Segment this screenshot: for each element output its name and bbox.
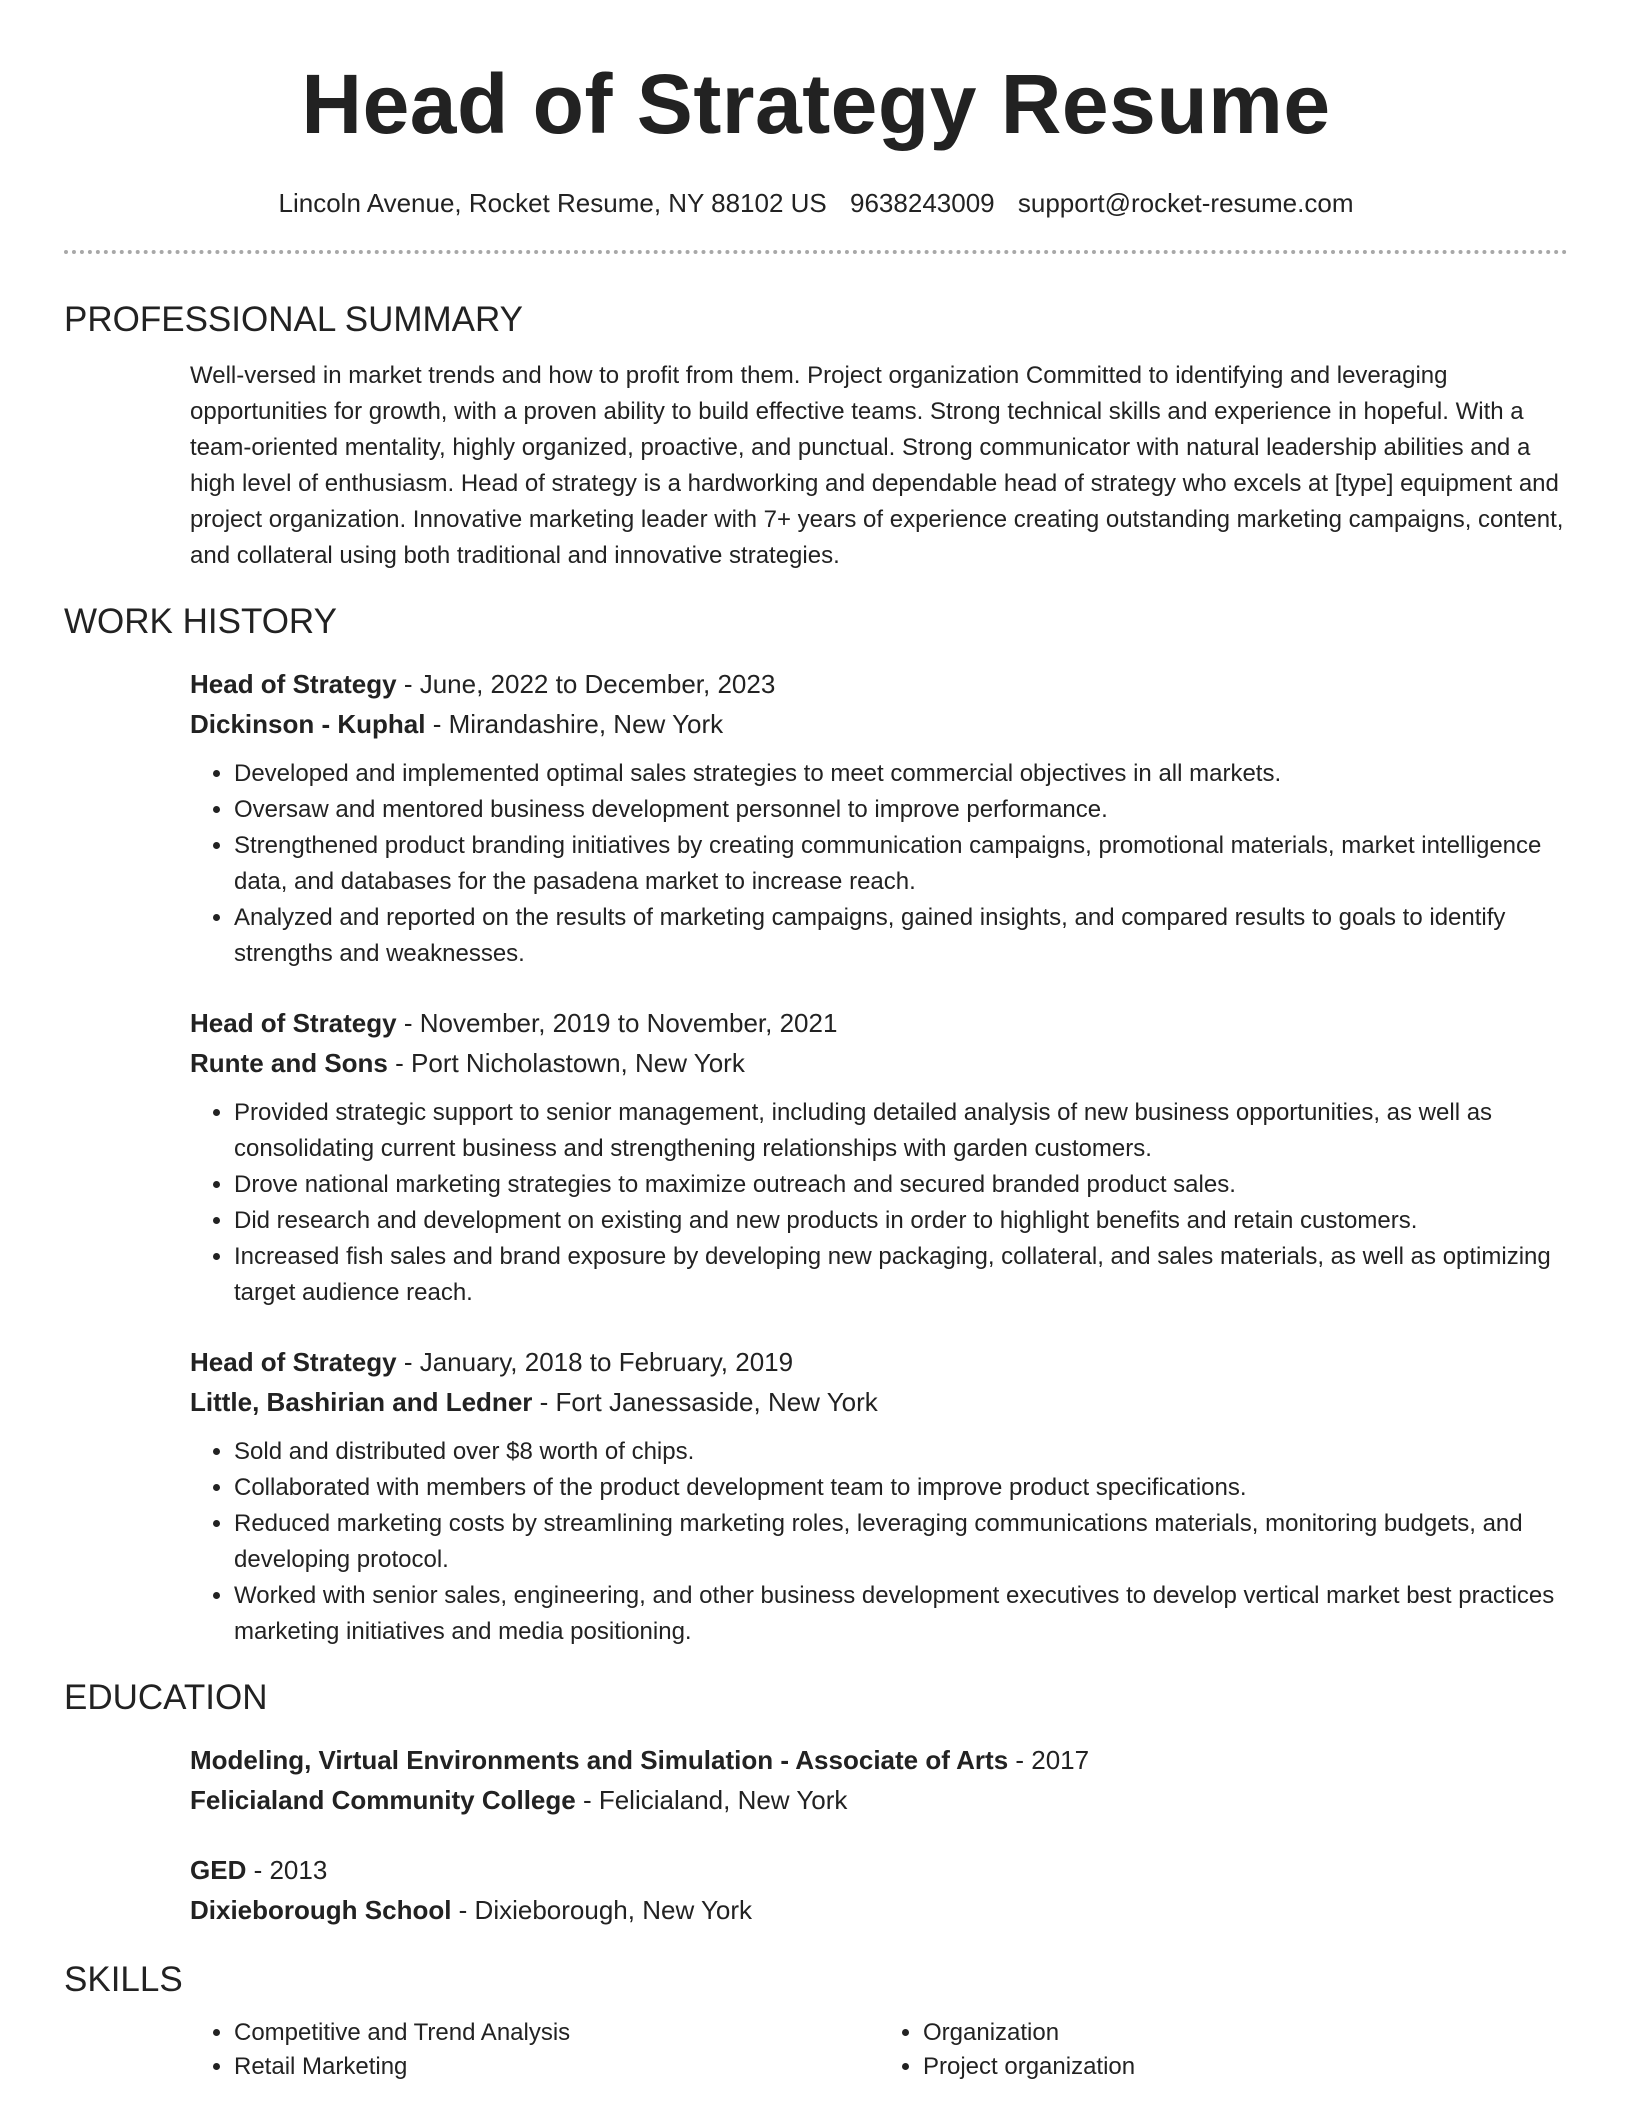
education-location: - Felicialand, New York bbox=[575, 1785, 848, 1815]
contact-email: support@rocket-resume.com bbox=[1017, 188, 1354, 218]
job-entry bbox=[190, 1003, 1568, 1311]
job-bullets bbox=[190, 1095, 1568, 1311]
job-company: Dickinson - Kuphal bbox=[190, 709, 426, 739]
resume-title: Head of Strategy Resume bbox=[301, 57, 1331, 151]
job-dates: - January, 2018 to February, 2019 bbox=[396, 1347, 794, 1377]
job-bullet: • Did research and development on existing and new products in order to highlight benefits and retain customers. bbox=[234, 1203, 1568, 1239]
job-bullet: • Oversaw and mentored business development personnel to improve performance. bbox=[234, 792, 1568, 828]
contact-line bbox=[64, 186, 1568, 220]
education-degree: GED bbox=[190, 1855, 247, 1885]
skill-item: • Competitive and Trend Analysis bbox=[234, 2016, 879, 2050]
contact-address: Lincoln Avenue, Rocket Resume, NY 88102 US bbox=[278, 188, 827, 218]
job-company-line bbox=[190, 704, 1568, 744]
education-heading: EDUCATION bbox=[64, 1678, 268, 1717]
skill-item: • Retail Marketing bbox=[234, 2050, 879, 2084]
work-history-heading: WORK HISTORY bbox=[64, 602, 337, 641]
education-section bbox=[64, 1676, 1568, 1930]
job-entry bbox=[190, 1342, 1568, 1650]
job-bullet: • Drove national marketing strategies to maximize outreach and secured branded product sales. bbox=[234, 1167, 1568, 1203]
job-bullet: • Developed and implemented optimal sales strategies to meet commercial objectives in all markets. bbox=[234, 756, 1568, 792]
skills-heading: SKILLS bbox=[64, 1960, 183, 1999]
header-divider bbox=[64, 250, 1568, 254]
professional-summary-section bbox=[64, 298, 1568, 574]
education-school: Felicialand Community College bbox=[190, 1785, 576, 1815]
contact-phone: 9638243009 bbox=[850, 188, 995, 218]
summary-text: Well-versed in market trends and how to profit from them. Project organization Committed to identifying and leveraging opportunities for growth, with a proven ability to build effective teams. Strong technical skills and experience in hopeful. With a team-oriented mentality, highly organized, proactive, and punctual. Strong communicator with natural leadership abilities and a high level of enthusiasm. Head of strategy is a hardworking and dependable head of strategy who excels at [type] equipment and project organization. Innovative marketing leader with 7+ years of experience creating outstanding marketing campaigns, content, and collateral using both traditional and innovative strategies. bbox=[190, 362, 1564, 569]
summary-heading: PROFESSIONAL SUMMARY bbox=[64, 300, 523, 339]
education-school: Dixieborough School bbox=[190, 1895, 452, 1925]
work-history-section bbox=[64, 600, 1568, 1650]
job-bullet: • Increased fish sales and brand exposure by developing new packaging, collateral, and sales materials, as well as optimizing target audience reach. bbox=[234, 1239, 1568, 1311]
job-bullet: • Strengthened product branding initiatives by creating communication campaigns, promotional materials, market intelligence data, and databases for the pasadena market to increase reach. bbox=[234, 828, 1568, 900]
job-role: Head of Strategy bbox=[190, 1347, 397, 1377]
skills-column-right bbox=[879, 2016, 1568, 2084]
job-bullet: • Provided strategic support to senior management, including detailed analysis of new business opportunities, as well as consolidating current business and strengthening relationships with garden customers. bbox=[234, 1095, 1568, 1167]
skill-item: • Organization bbox=[923, 2016, 1568, 2050]
job-entry bbox=[190, 664, 1568, 972]
education-entry bbox=[190, 1850, 1568, 1930]
education-entry bbox=[190, 1740, 1568, 1820]
skills-column-left bbox=[190, 2016, 879, 2084]
education-location: - Dixieborough, New York bbox=[451, 1895, 753, 1925]
job-company: Little, Bashirian and Ledner bbox=[190, 1387, 533, 1417]
job-bullet: • Worked with senior sales, engineering, and other business development executives to develop vertical market best practices marketing initiatives and media positioning. bbox=[234, 1578, 1568, 1650]
job-title-line bbox=[190, 1003, 1568, 1043]
education-degree-line bbox=[190, 1740, 1568, 1780]
job-company: Runte and Sons bbox=[190, 1048, 388, 1078]
job-company-line bbox=[190, 1043, 1568, 1083]
skill-item: • Project organization bbox=[923, 2050, 1568, 2084]
job-bullets bbox=[190, 756, 1568, 972]
job-dates: - November, 2019 to November, 2021 bbox=[396, 1008, 838, 1038]
job-location: - Mirandashire, New York bbox=[425, 709, 724, 739]
job-role: Head of Strategy bbox=[190, 1008, 397, 1038]
job-role: Head of Strategy bbox=[190, 669, 397, 699]
job-location: - Port Nicholastown, New York bbox=[387, 1048, 745, 1078]
job-title-line bbox=[190, 1342, 1568, 1382]
resume-header bbox=[64, 52, 1568, 254]
job-dates: - June, 2022 to December, 2023 bbox=[396, 669, 776, 699]
education-school-line bbox=[190, 1890, 1568, 1930]
job-title-line bbox=[190, 664, 1568, 704]
education-degree: Modeling, Virtual Environments and Simulation - Associate of Arts bbox=[190, 1745, 1009, 1775]
job-company-line bbox=[190, 1382, 1568, 1422]
education-school-line bbox=[190, 1780, 1568, 1820]
education-year: - 2013 bbox=[246, 1855, 328, 1885]
education-year: - 2017 bbox=[1008, 1745, 1090, 1775]
job-bullets bbox=[190, 1434, 1568, 1650]
job-bullet: • Analyzed and reported on the results of marketing campaigns, gained insights, and compared results to goals to identify strengths and weaknesses. bbox=[234, 900, 1568, 972]
job-bullet: • Reduced marketing costs by streamlining marketing roles, leveraging communications materials, monitoring budgets, and developing protocol. bbox=[234, 1506, 1568, 1578]
job-bullet: • Collaborated with members of the product development team to improve product specifications. bbox=[234, 1470, 1568, 1506]
job-bullet: • Sold and distributed over $8 worth of chips. bbox=[234, 1434, 1568, 1470]
education-degree-line bbox=[190, 1850, 1568, 1890]
skills-grid bbox=[190, 2016, 1568, 2084]
skills-section bbox=[64, 1958, 1568, 2084]
job-location: - Fort Janessaside, New York bbox=[532, 1387, 878, 1417]
